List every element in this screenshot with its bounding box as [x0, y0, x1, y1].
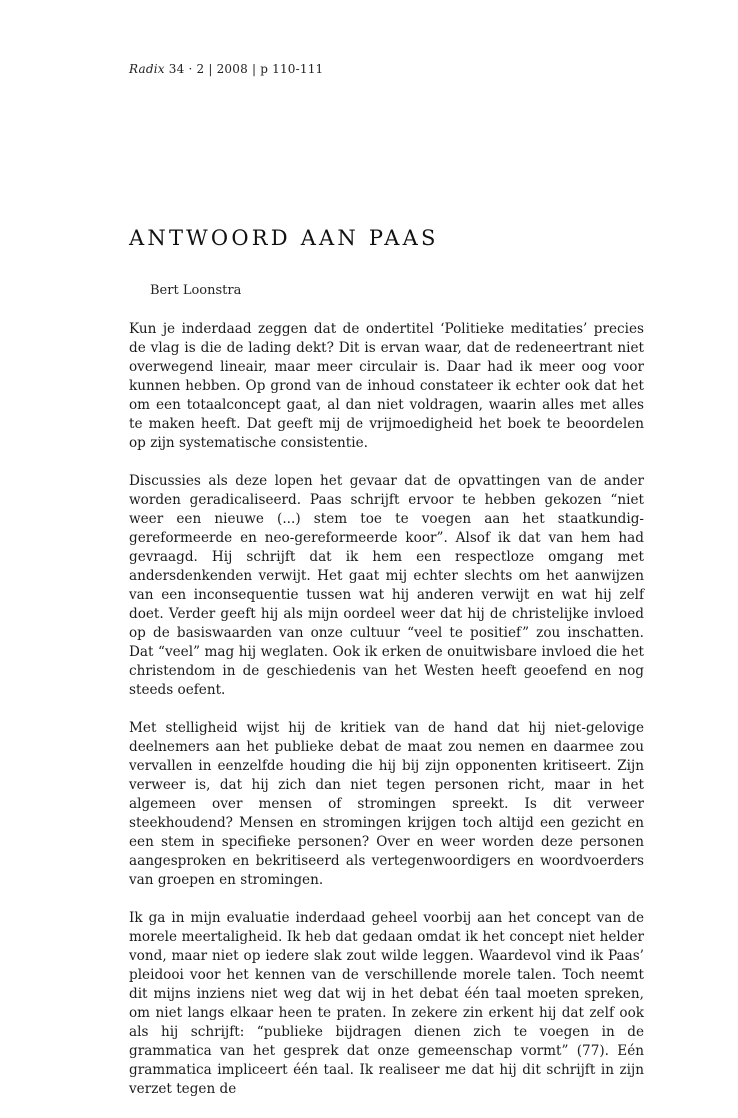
body-paragraph: Met stelligheid wijst hij de kritiek van de hand dat hij niet-gelovige deelnemers aan het publieke debat de maat zou nemen en daarmee zou vervallen in eenzelfde houding die hij bij zijn opponenten kritiseert. Zijn verweer is, dat hij zich dan niet tegen personen richt, maar in het algemeen over mensen of stromingen spreekt. Is dit verweer steekhoudend? Mensen en stromingen krijgen toch altijd een gezicht en een stem in specifieke personen? Over en weer worden deze personen aangesproken en bekritiseerd als vertegenwoordigers en woordvoerders van groepen en stromingen. [129, 720, 644, 888]
journal-citation: 34 · 2 | 2008 | p 110-111 [164, 62, 324, 76]
article-title: ANTWOORD AAN PAAS [129, 226, 439, 250]
journal-name: Radix [129, 62, 165, 76]
body-paragraph: Ik ga in mijn evaluatie inderdaad geheel voorbij aan het concept van de morele meertaligheid. Ik heb dat gedaan omdat ik het concept niet helder vond, maar niet op iedere slak zout wilde leggen. Waardevol vind ik Paas’ pleidooi voor het kennen van de verschillende morele talen. Toch neemt dit mijns inziens niet weg dat wij in het debat één taal moeten spreken, om niet langs elkaar heen te praten. In zekere zin erkent hij dat zelf ook als hij schrijft: “publieke bijdragen dienen zich te voegen in de grammatica van het gesprek dat onze gemeenschap vormt” (77). Eén grammatica impliceert één taal. Ik realiseer me dat hij dit schrijft in zijn verzet tegen de [129, 910, 644, 1097]
body-paragraph: Discussies als deze lopen het gevaar dat de opvattingen van de ander worden geradicaliseerd. Paas schrijft ervoor te hebben gekozen “niet weer een nieuwe (...) stem toe te voegen aan het staatkundig-gereformeerde en neo-gereformeerde koor”. Alsof ik dat van hem had gevraagd. Hij schrijft dat ik hem een respectloze omgang met andersdenkenden verwijt. Het gaat mij echter slechts om het aanwijzen van een inconsequentie tussen wat hij anderen verwijt en wat hij zelf doet. Verder geeft hij als mijn oordeel weer dat hij de christelijke invloed op de basiswaarden van onze cultuur “veel te positief” zou inschatten. Dat “veel” mag hij weglaten. Ook ik erken de onuitwisbare invloed die het christendom in de geschiedenis van het Westen heeft geoefend en nog steeds oefent. [129, 473, 644, 698]
running-head [129, 62, 323, 76]
article-body [129, 320, 644, 1118]
body-paragraph: Kun je inderdaad zeggen dat de ondertitel ‘Politieke meditaties’ precies de vlag is die de lading dekt? Dit is ervan waar, dat de redeneertrant niet overwegend lineair, maar meer circulair is. Daar had ik meer oog voor kunnen hebben. Op grond van de inhoud constateer ik echter ook dat het om een totaalconcept gaat, al dan niet voldragen, waarin alles met alles te maken heeft. Dat geeft mij de vrijmoedigheid het boek te beoordelen op zijn systematische consistentie. [129, 321, 644, 451]
article-author: Bert Loonstra [150, 283, 242, 298]
